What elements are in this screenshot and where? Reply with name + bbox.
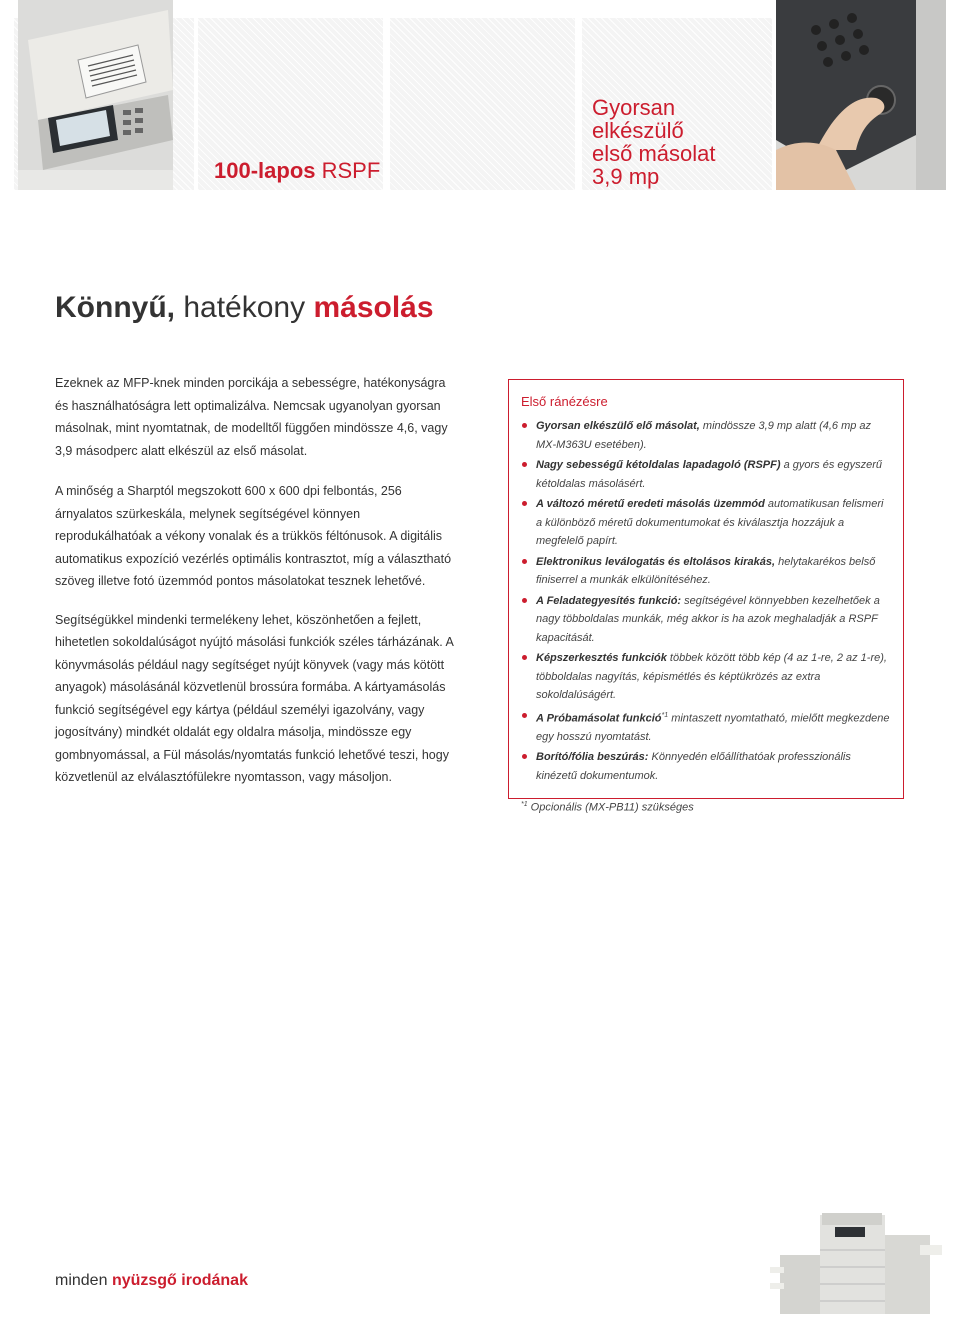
item-text: helytakarékos belső finiserrel a munkák elkülönítéséhez. <box>536 555 876 586</box>
item-bold: Gyorsan elkészülő elő másolat, <box>536 420 700 432</box>
hand-pressing-button-photo <box>776 0 946 190</box>
list-item <box>521 707 891 747</box>
list-item <box>521 553 891 590</box>
feature-box <box>508 379 904 814</box>
banner-sub: 3,9 mp <box>592 164 660 189</box>
item-bold: Elektronikus leválogatás és eltolásos kirakás, <box>536 555 776 568</box>
list-item <box>521 592 891 648</box>
list-item <box>521 649 891 705</box>
item-bold: Borító/fólia beszúrás: <box>536 751 649 764</box>
item-bold: A Próbamásolat funkció <box>536 712 662 725</box>
bullet-icon <box>522 423 527 428</box>
bullet-icon <box>522 462 527 467</box>
item-sup: *1 <box>661 711 669 719</box>
banner-label-rest: RSPF <box>321 158 381 183</box>
banner-label-rspf <box>214 160 380 182</box>
banner-panel <box>390 18 575 190</box>
page-title <box>55 293 434 323</box>
item-text: Könnyedén előállíthatóak professzionális kinézetű dokumentumok. <box>536 751 851 782</box>
list-item <box>521 456 891 493</box>
bullet-icon <box>522 655 527 660</box>
item-text: segítségével könnyebben kezelhetőek a nagy többoldalas munkák, még akkor is ha azok meghaladják a RSPF kapacitását. <box>536 594 880 644</box>
footnote <box>521 801 891 814</box>
paragraph: Ezeknek az MFP-knek minden porcikája a sebességre, hatékonyságra és használhatóságra lett optimalizálva. Nemcsak ugyanolyan gyorsan másolnak, mint nyomtatnak, de modelltől függően mindössze 4,6, vagy 3,9 másodperc alatt elkészül az első másolat. <box>55 376 448 458</box>
item-text: a gyors és egyszerű kétoldalas másolásért. <box>536 459 883 490</box>
body-text <box>55 372 455 789</box>
banner-line: Gyorsan <box>592 95 676 120</box>
footnote-mark: *1 <box>521 801 528 809</box>
bullet-icon <box>522 501 527 506</box>
bullet-icon <box>522 754 527 759</box>
banner-line: elkészülő <box>592 118 684 143</box>
box-title: Első ránézésre <box>521 394 608 409</box>
footer-tagline <box>55 1272 248 1290</box>
item-bold: A változó méretű eredeti másolás üzemmód <box>536 498 765 510</box>
title-part-3: másolás <box>313 291 434 324</box>
paragraph: A minőség a Sharptól megszokott 600 x 600 dpi felbontás, 256 árnyalatos szürkeskála, melynek segítségével könnyen reprodukálhatóak a vékony vonalak és a trükkös féltónusok. A digitális automatikus expozíció vezérlés optimális kontrasztot, míg a választható szöveg illetve fotó üzemmód pontos másolatokat tesznek lehetővé. <box>55 484 452 588</box>
footer-plain: minden <box>55 1272 108 1289</box>
item-text: mindössze 3,9 mp alatt (4,6 mp az MX-M363U esetében). <box>536 420 872 451</box>
footnote-text: Opcionális (MX-PB11) szükséges <box>527 801 694 814</box>
banner-line: első másolat <box>592 141 716 166</box>
title-part-2: hatékony <box>183 291 306 324</box>
footer-red: nyüzsgő irodának <box>111 1272 248 1289</box>
item-text: többek között több kép (4 az 1-re, 2 az 1-re), többoldalas nagyítás, képismétlés és képtükrözés az extra sokoldalúságért. <box>536 652 887 701</box>
item-bold: A Feladategyesítés funkció: <box>536 594 682 607</box>
banner-label-first-copy <box>592 96 716 188</box>
bullet-icon <box>522 713 527 718</box>
copier-panel-photo <box>18 0 173 190</box>
banner-label-bold: 100-lapos <box>214 158 316 183</box>
top-banner <box>0 0 960 208</box>
bullet-icon <box>522 598 527 603</box>
bullet-icon <box>522 559 527 564</box>
feature-list <box>521 417 891 785</box>
item-text: mintaszett nyomtatható, mielőtt megkezdene egy hosszú nyomtatást. <box>536 712 890 743</box>
item-text: automatikusan felismeri a különböző méretű dokumentumokat és kiválasztja hozzájuk a megfelelő papírt. <box>536 498 884 547</box>
item-bold: Nagy sebességű kétoldalas lapadagoló (RSPF) <box>536 459 781 471</box>
title-part-1: Könnyű, <box>55 291 175 324</box>
list-item <box>521 417 891 454</box>
copier-with-finisher-photo <box>760 1205 945 1314</box>
item-bold: Képszerkesztés funkciók <box>536 652 667 664</box>
paragraph: Segítségükkel mindenki termelékeny lehet, köszönhetően a fejlett, hihetetlen sokoldalúságot nyújtó másolási funkciók széles tárházának. A könyvmásolás például nagy segítséget nyújt könyvek (vagy más kötött anyagok) másolásánál közvetlenül brossúra formába. A kártyamásolás funkció segítségével egy kártya (például személyi igazolvány, vagy jogosítvány) mindkét oldalát egy oldalra másolja, mindössze egy gombnyomással, a Fül másolás/nyomtatás funkció lehetővé teszi, hogy közvetlenül az elválasztófülekre nyomtasson, vagy másoljon. <box>55 612 454 784</box>
list-item <box>521 495 891 551</box>
list-item <box>521 748 891 785</box>
